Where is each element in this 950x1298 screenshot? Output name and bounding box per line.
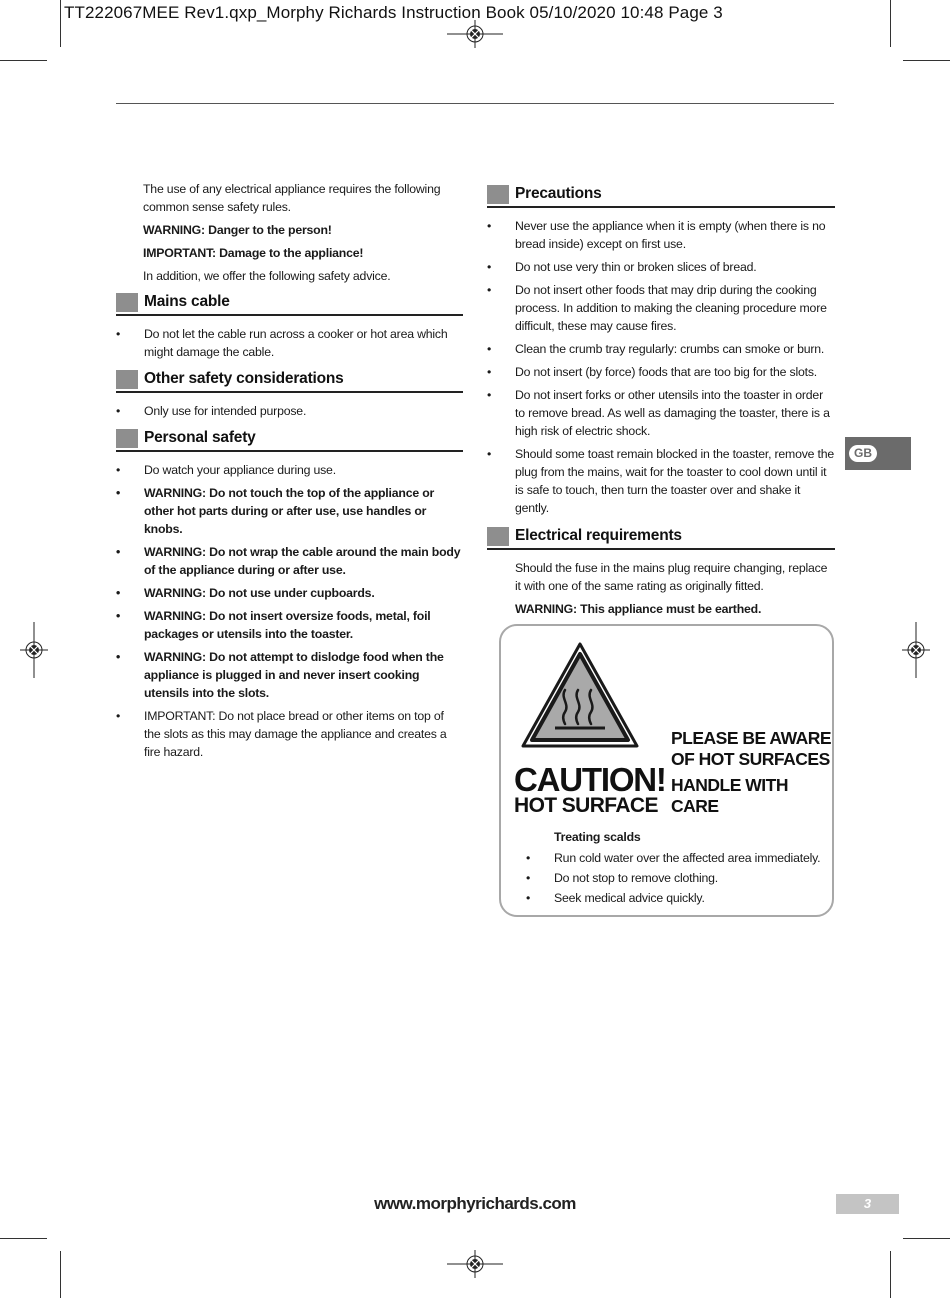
intro-text: The use of any electrical appliance requires the following common sense safety rules. [143,182,441,214]
list-item [526,889,826,907]
list-item-text: IMPORTANT: Do not place bread or other items on top of the slots as this may damage the appliance and creates a fire hazard. [144,709,447,759]
list-item [487,363,835,381]
bullet-icon: • [487,342,492,356]
hot-surfaces-notice: PLEASE BE AWARE OF HOT SURFACES [671,728,832,769]
list-item-text: Do not insert forks or other utensils into the toaster in order to remove bread. As well as damaging the toaster, there is a high risk of electric shock. [515,388,830,438]
intro-warning: WARNING: Danger to the person! [143,223,332,237]
list-item-text: WARNING: Do not attempt to dislodge food when the appliance is plugged in and never insert cooking utensils into the slots. [144,650,444,700]
website-url: www.morphyrichards.com [374,1194,576,1213]
bullet-icon: • [116,609,121,623]
page-number: 3 [836,1194,899,1214]
list-item-text: Do not insert other foods that may drip during the cooking process. In addition to making the cleaning procedure more difficult, these may cause fires. [515,283,827,333]
bullet-icon: • [487,388,492,402]
electrical-warning: WARNING: This appliance must be earthed. [515,602,762,616]
intro-advice: In addition, we offer the following safety advice. [143,269,391,283]
list-item-text: Do not insert (by force) foods that are too big for the slots. [515,365,818,379]
list-item-text: Only use for intended purpose. [144,404,307,418]
bullet-icon: • [116,327,121,341]
precautions-list [487,217,835,517]
caution-heading: CAUTION! [514,761,666,798]
list-item-text: Do watch your appliance during use. [144,463,336,477]
print-slug: TT222067MEE Rev1.qxp_Morphy Richards Instruction Book 05/10/2020 10:48 Page 3 [64,3,723,22]
language-tab-gb [845,437,911,470]
bullet-icon: • [116,463,121,477]
list-item [487,445,835,517]
bullet-icon: • [116,586,121,600]
list-item [116,325,463,361]
section-title: Other safety considerations [144,370,344,387]
hot-surface-warning-icon [520,640,640,750]
list-item [526,849,826,867]
bullet-icon: • [116,650,121,664]
section-marker [487,527,509,546]
list-item-text: Should some toast remain blocked in the toaster, remove the plug from the mains, wait for the toaster to cool down until it is safe to touch, then turn the toaster over and shake it gently. [515,447,835,515]
list-item-text: WARNING: Do not touch the top of the appliance or other hot parts during or after use, use handles or knobs. [144,486,435,536]
list-item [487,217,835,253]
bullet-icon: • [487,283,492,297]
list-item [487,258,835,276]
bullet-icon: • [487,447,492,461]
bullet-icon: • [526,871,531,885]
mains-cable-list [116,325,463,361]
list-item-text: Never use the appliance when it is empty (when there is no bread inside) except on first use. [515,219,826,251]
list-item [116,402,463,420]
section-header-electrical [487,526,835,550]
section-header-other-safety [116,369,463,393]
list-item-text: WARNING: Do not wrap the cable around the main body of the appliance during or after use. [144,545,461,577]
registration-mark-icon [447,20,503,48]
list-item [526,869,826,887]
bullet-icon: • [116,545,121,559]
bullet-icon: • [487,365,492,379]
section-marker [116,429,138,448]
bullet-icon: • [487,260,492,274]
section-marker [116,293,138,312]
intro [116,180,463,285]
list-item [116,461,463,479]
crop-mark [903,60,950,61]
registration-mark-icon [447,1250,503,1278]
section-marker [487,185,509,204]
bullet-icon: • [116,404,121,418]
list-item [487,386,835,440]
list-item [116,648,463,702]
other-safety-list [116,402,463,420]
bullet-icon: • [526,851,531,865]
list-item-text: Seek medical advice quickly. [554,891,705,905]
list-item [487,340,835,358]
list-item-text: Run cold water over the affected area immediately. [554,851,821,865]
registration-mark-icon [20,622,48,678]
bullet-icon: • [487,219,492,233]
list-item-text: WARNING: Do not use under cupboards. [144,586,375,600]
section-header-mains-cable [116,292,463,316]
crop-mark [890,1251,891,1298]
list-item [116,543,463,579]
right-column [487,184,835,618]
bullet-icon: • [116,709,121,723]
treating-scalds [526,828,826,909]
section-title: Electrical requirements [515,527,682,544]
section-header-personal-safety [116,428,463,452]
crop-mark [890,0,891,47]
electrical-body [487,559,835,618]
list-item [116,484,463,538]
electrical-text: Should the fuse in the mains plug require changing, replace it with one of the same rating as originally fitted. [515,561,828,593]
handle-with-care-notice: HANDLE WITH CARE [671,775,788,816]
section-title: Personal safety [144,429,256,446]
language-tab-label: GB [849,445,877,462]
left-column [116,180,463,766]
list-item-text: Do not stop to remove clothing. [554,871,718,885]
bullet-icon: • [526,891,531,905]
section-title: Precautions [515,185,602,202]
bullet-icon: • [116,486,121,500]
treating-scalds-list [526,849,826,907]
personal-safety-list [116,461,463,761]
section-marker [116,370,138,389]
list-item [116,607,463,643]
list-item-text: Do not use very thin or broken slices of bread. [515,260,757,274]
list-item [116,584,463,602]
list-item-text: Do not let the cable run across a cooker or hot area which might damage the cable. [144,327,448,359]
list-item-text: WARNING: Do not insert oversize foods, metal, foil packages or utensils into the toaster. [144,609,431,641]
section-header-precautions [487,184,835,208]
crop-mark [0,1238,47,1239]
header-rule [116,103,834,104]
section-title: Mains cable [144,293,230,310]
registration-mark-icon [902,622,930,678]
caution-subheading: HOT SURFACE [514,794,658,817]
crop-mark [60,1251,61,1298]
crop-mark [0,60,47,61]
treating-scalds-title: Treating scalds [554,830,641,844]
list-item-text: Clean the crumb tray regularly: crumbs can smoke or burn. [515,342,825,356]
crop-mark [903,1238,950,1239]
list-item [487,281,835,335]
crop-mark [60,0,61,47]
list-item [116,707,463,761]
intro-important: IMPORTANT: Damage to the appliance! [143,246,364,260]
